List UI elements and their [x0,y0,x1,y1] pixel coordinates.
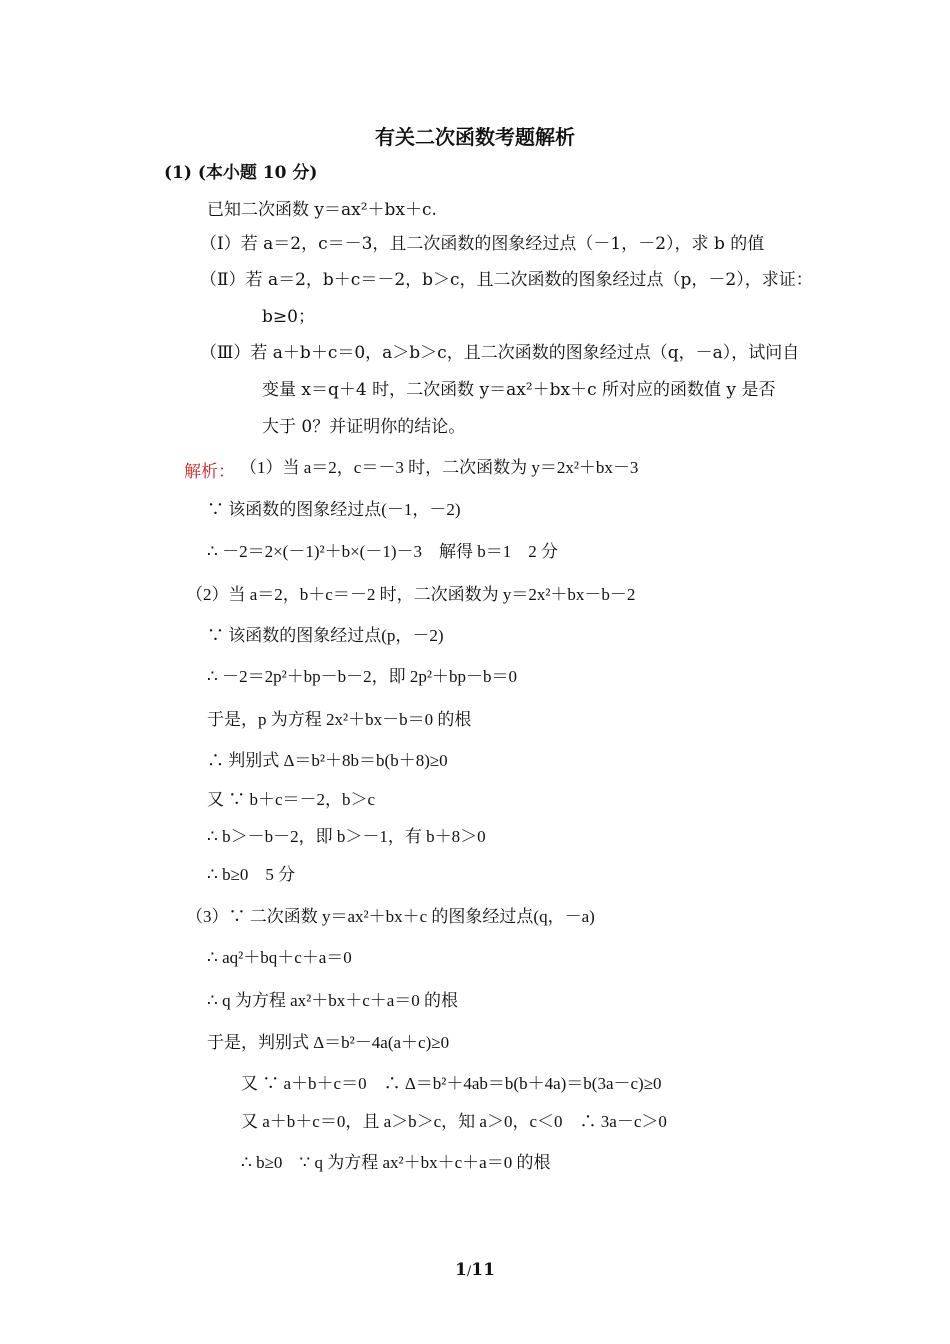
problem-header: (1) (本小题 10 分) [164,163,318,183]
solution-2-line8: ∴ b≥0 5 分 [207,865,296,884]
solution-1-line3: ∴ －2＝2×(－1)²＋b×(－1)－3 解得 b＝1 2 分 [207,542,558,561]
solution-3-line5: 又 ∵ a＋b＋c＝0 ∴ Δ＝b²＋4ab＝b(b＋4a)＝b(3a－c)≥0 [241,1074,662,1093]
solution-1-line1: （1）当 a＝2，c＝－3 时，二次函数为 y＝2x²＋bx－3 [240,458,639,477]
page-title: 有关二次函数考题解析 [375,125,575,149]
solution-2-line2: ∵ 该函数的图象经过点(p，－2) [207,626,444,645]
solution-2-line5: ∴ 判别式 Δ＝b²＋8b＝b(b＋8)≥0 [207,751,448,770]
solution-1-line2: ∵ 该函数的图象经过点(－1，－2) [207,500,461,519]
solution-3-line3: ∴ q 为方程 ax²＋bx＋c＋a＝0 的根 [207,991,459,1010]
solution-3-line2: ∴ aq²＋bq＋c＋a＝0 [207,948,352,967]
problem-part3-line3: 大于 0？并证明你的结论。 [262,417,466,437]
problem-part2-line1: （Ⅱ）若 a＝2，b＋c＝－2，b＞c，且二次函数的图象经过点（p，－2），求证： [200,270,813,290]
problem-given: 已知二次函数 y＝ax²＋bx＋c. [207,200,437,220]
problem-part2-line2: b≥0； [262,307,315,327]
problem-part3-line1: （Ⅲ）若 a＋b＋c＝0，a＞b＞c，且二次函数的图象经过点（q，－a），试问自 [200,343,800,363]
solution-3-line6: 又 a＋b＋c＝0，且 a＞b＞c，知 a＞0，c＜0 ∴ 3a－c＞0 [241,1112,667,1131]
solution-2-line1: （2）当 a＝2，b＋c＝－2 时，二次函数为 y＝2x²＋bx－b－2 [186,585,636,604]
solution-3-line7: ∴ b≥0 ∵ q 为方程 ax²＋bx＋c＋a＝0 的根 [241,1153,551,1172]
solution-3-line1: （3）∵ 二次函数 y＝ax²＋bx＋c 的图象经过点(q，－a) [186,907,595,926]
total-pages: 11 [471,1260,495,1280]
solution-label: 解析： [184,462,235,482]
solution-2-line3: ∴ －2＝2p²＋bp－b－2，即 2p²＋bp－b＝0 [207,667,518,686]
solution-3-line4: 于是，判别式 Δ＝b²－4a(a＋c)≥0 [207,1033,450,1052]
page-separator: / [466,1264,472,1279]
page-number [0,1259,950,1283]
problem-part1: （Ⅰ）若 a＝2，c＝－3，且二次函数的图象经过点（－1，－2），求 b 的值 [200,234,765,254]
solution-2-line4: 于是，p 为方程 2x²＋bx－b＝0 的根 [207,710,472,729]
problem-part3-line2: 变量 x＝q＋4 时，二次函数 y＝ax²＋bx＋c 所对应的函数值 y 是否 [262,380,776,400]
solution-2-line6: 又 ∵ b＋c＝－2，b＞c [207,790,376,809]
current-page: 1 [455,1260,467,1280]
solution-2-line7: ∴ b＞－b－2，即 b＞－1，有 b＋8＞0 [207,827,486,846]
